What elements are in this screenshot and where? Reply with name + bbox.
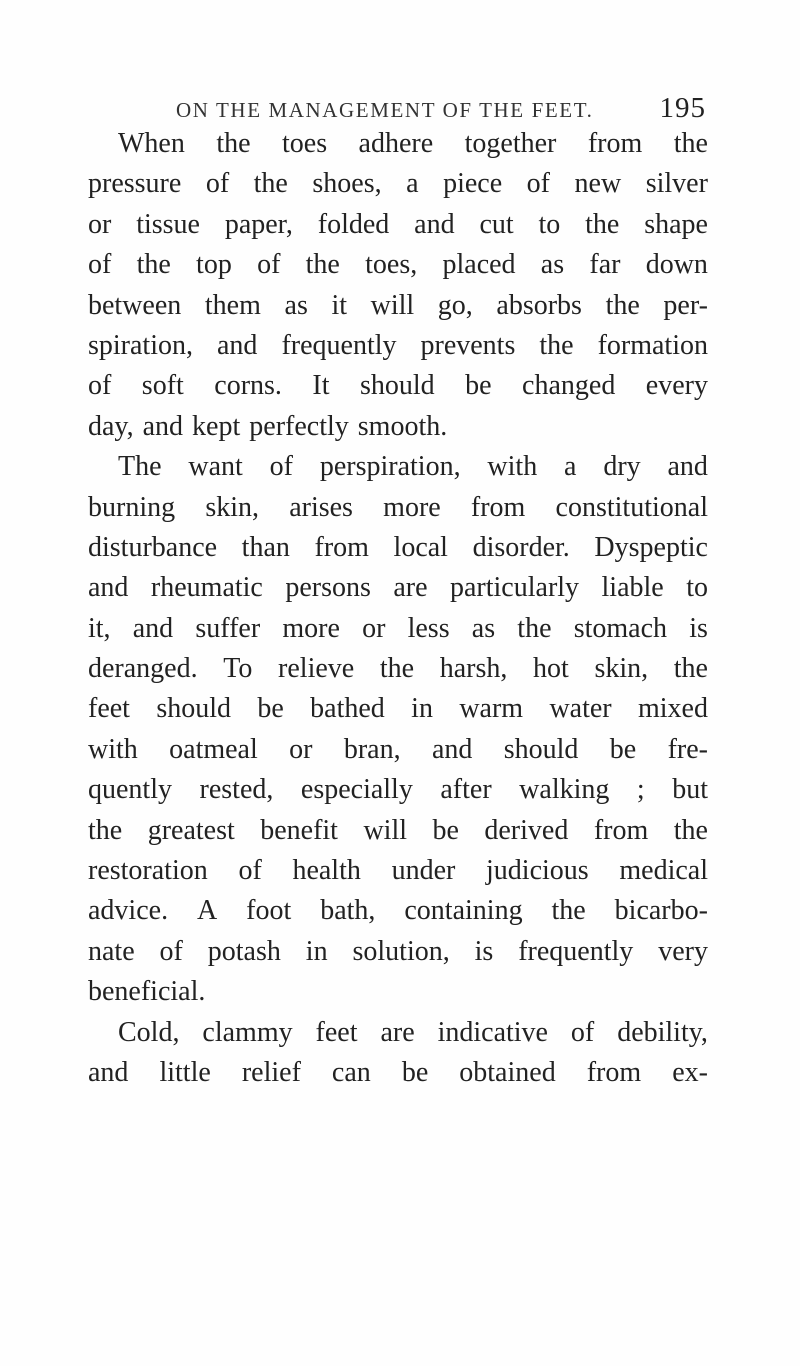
- text-line: day, and kept perfectly smooth.: [88, 410, 448, 442]
- text-line: between them as it will go, absorbs the per-: [88, 289, 708, 321]
- text-line: quently rested, especially after walking ; but: [88, 774, 708, 806]
- text-line: and rheumatic persons are particularly liable to: [88, 572, 708, 604]
- text-line: advice. A foot bath, containing the bicarbo-: [88, 895, 708, 927]
- text-line: disturbance than from local disorder. Dyspeptic: [88, 531, 708, 563]
- text-line: or tissue paper, folded and cut to the shape: [88, 208, 708, 240]
- text-line: the greatest benefit will be derived from the: [88, 814, 708, 846]
- text-line: and little relief can be obtained from ex-: [88, 1056, 708, 1088]
- running-head: [176, 92, 706, 126]
- text-line: When the toes adhere together from the: [118, 128, 708, 159]
- text-line: beneficial.: [88, 976, 206, 1008]
- text-line: it, and suffer more or less as the stomach is: [88, 612, 708, 644]
- text-line: of soft corns. It should be changed every: [88, 370, 708, 402]
- text-line: pressure of the shoes, a piece of new silver: [88, 168, 708, 200]
- text-line: Cold, clammy feet are indicative of debility,: [118, 1016, 708, 1048]
- running-title: ON THE MANAGEMENT OF THE FEET.: [176, 98, 594, 122]
- text-line: The want of perspiration, with a dry and: [118, 451, 708, 483]
- text-line: restoration of health under judicious medical: [88, 855, 708, 887]
- text-line: nate of potash in solution, is frequently very: [88, 935, 708, 967]
- text-line: burning skin, arises more from constitutional: [88, 491, 708, 523]
- text-line: deranged. To relieve the harsh, hot skin, the: [88, 653, 708, 685]
- body-text: [88, 124, 708, 1093]
- text-line: spiration, and frequently prevents the formation: [88, 329, 708, 361]
- text-line: of the top of the toes, placed as far down: [88, 249, 708, 281]
- page-number: 195: [659, 92, 706, 124]
- text-line: with oatmeal or bran, and should be fre-: [88, 733, 708, 765]
- text-line: feet should be bathed in warm water mixed: [88, 693, 708, 725]
